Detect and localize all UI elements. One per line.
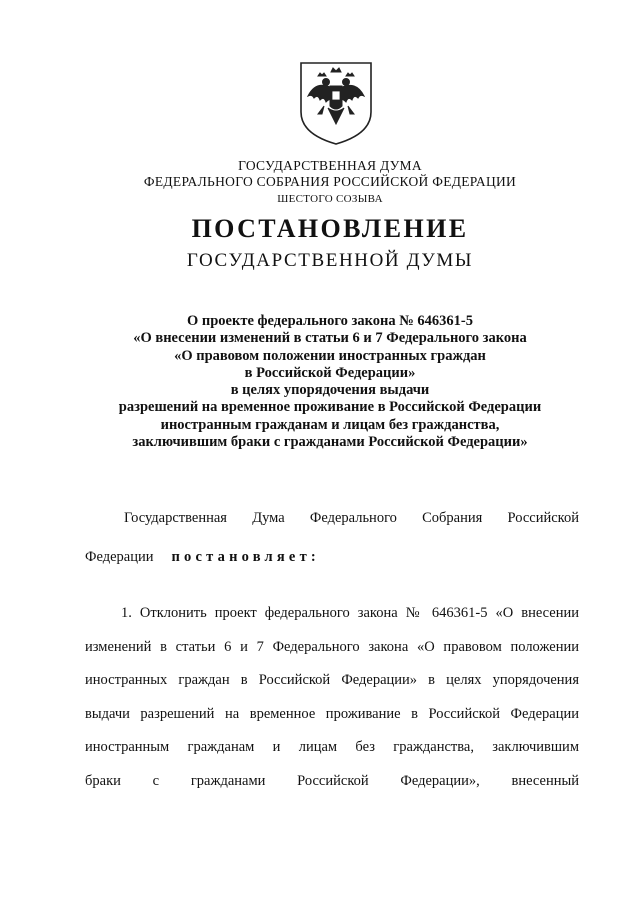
paragraph-line: выдачи разрешений на временное проживание в Российской Федерации bbox=[85, 705, 579, 722]
intro-line-decision bbox=[85, 549, 320, 566]
paragraph-1 bbox=[85, 597, 579, 798]
subject-line: разрешений на временное проживание в Российской Федерации bbox=[118, 399, 542, 416]
subject-line: «О правовом положении иностранных граждан bbox=[174, 347, 486, 364]
header-line-federal-assembly: ФЕДЕРАЛЬНОГО СОБРАНИЯ РОССИЙСКОЙ ФЕДЕРАЦИИ bbox=[143, 174, 517, 189]
subject-line: иностранным гражданам и лицам без гражданства, bbox=[160, 416, 500, 433]
document-subtitle: ГОСУДАРСТВЕННОЙ ДУМЫ bbox=[186, 250, 474, 271]
subject-line: заключившим браки с гражданами Российской Федерации» bbox=[132, 434, 528, 451]
intro-federation-word: Федерации bbox=[85, 549, 154, 565]
paragraph-line: иностранным гражданам и лицам без гражданства, заключившим bbox=[85, 739, 579, 755]
coat-of-arms-emblem bbox=[298, 60, 374, 146]
subject-line: в Российской Федерации» bbox=[244, 364, 416, 381]
subject-line: «О внесении изменений в статьи 6 и 7 Федерального закона bbox=[133, 330, 527, 347]
subject-line: О проекте федерального закона № 646361-5 bbox=[186, 313, 474, 329]
paragraph-line: 1. Отклонить проект федерального закона № 646361-5 «О внесении bbox=[121, 605, 579, 621]
subject-heading bbox=[60, 313, 600, 451]
intro-line: Государственная Дума Федерального Собрания Российской bbox=[124, 510, 579, 526]
header-line-convocation: ШЕСТОГО СОЗЫВА bbox=[277, 193, 383, 205]
paragraph-line: иностранных граждан в Российской Федерации» в целях упорядочения bbox=[85, 672, 579, 688]
paragraph-line: браки с гражданами Российской Федерации», внесенный bbox=[85, 772, 579, 789]
paragraph-line: изменений в статьи 6 и 7 Федерального закона «О правовом положении bbox=[85, 638, 579, 655]
header-line-duma: ГОСУДАРСТВЕННАЯ ДУМА bbox=[238, 158, 422, 173]
subject-line: в целях упорядочения выдачи bbox=[230, 382, 430, 399]
decides-word: постановляет: bbox=[171, 549, 320, 565]
double-headed-eagle-icon bbox=[308, 68, 364, 124]
document-title: ПОСТАНОВЛЕНИЕ bbox=[191, 214, 469, 243]
